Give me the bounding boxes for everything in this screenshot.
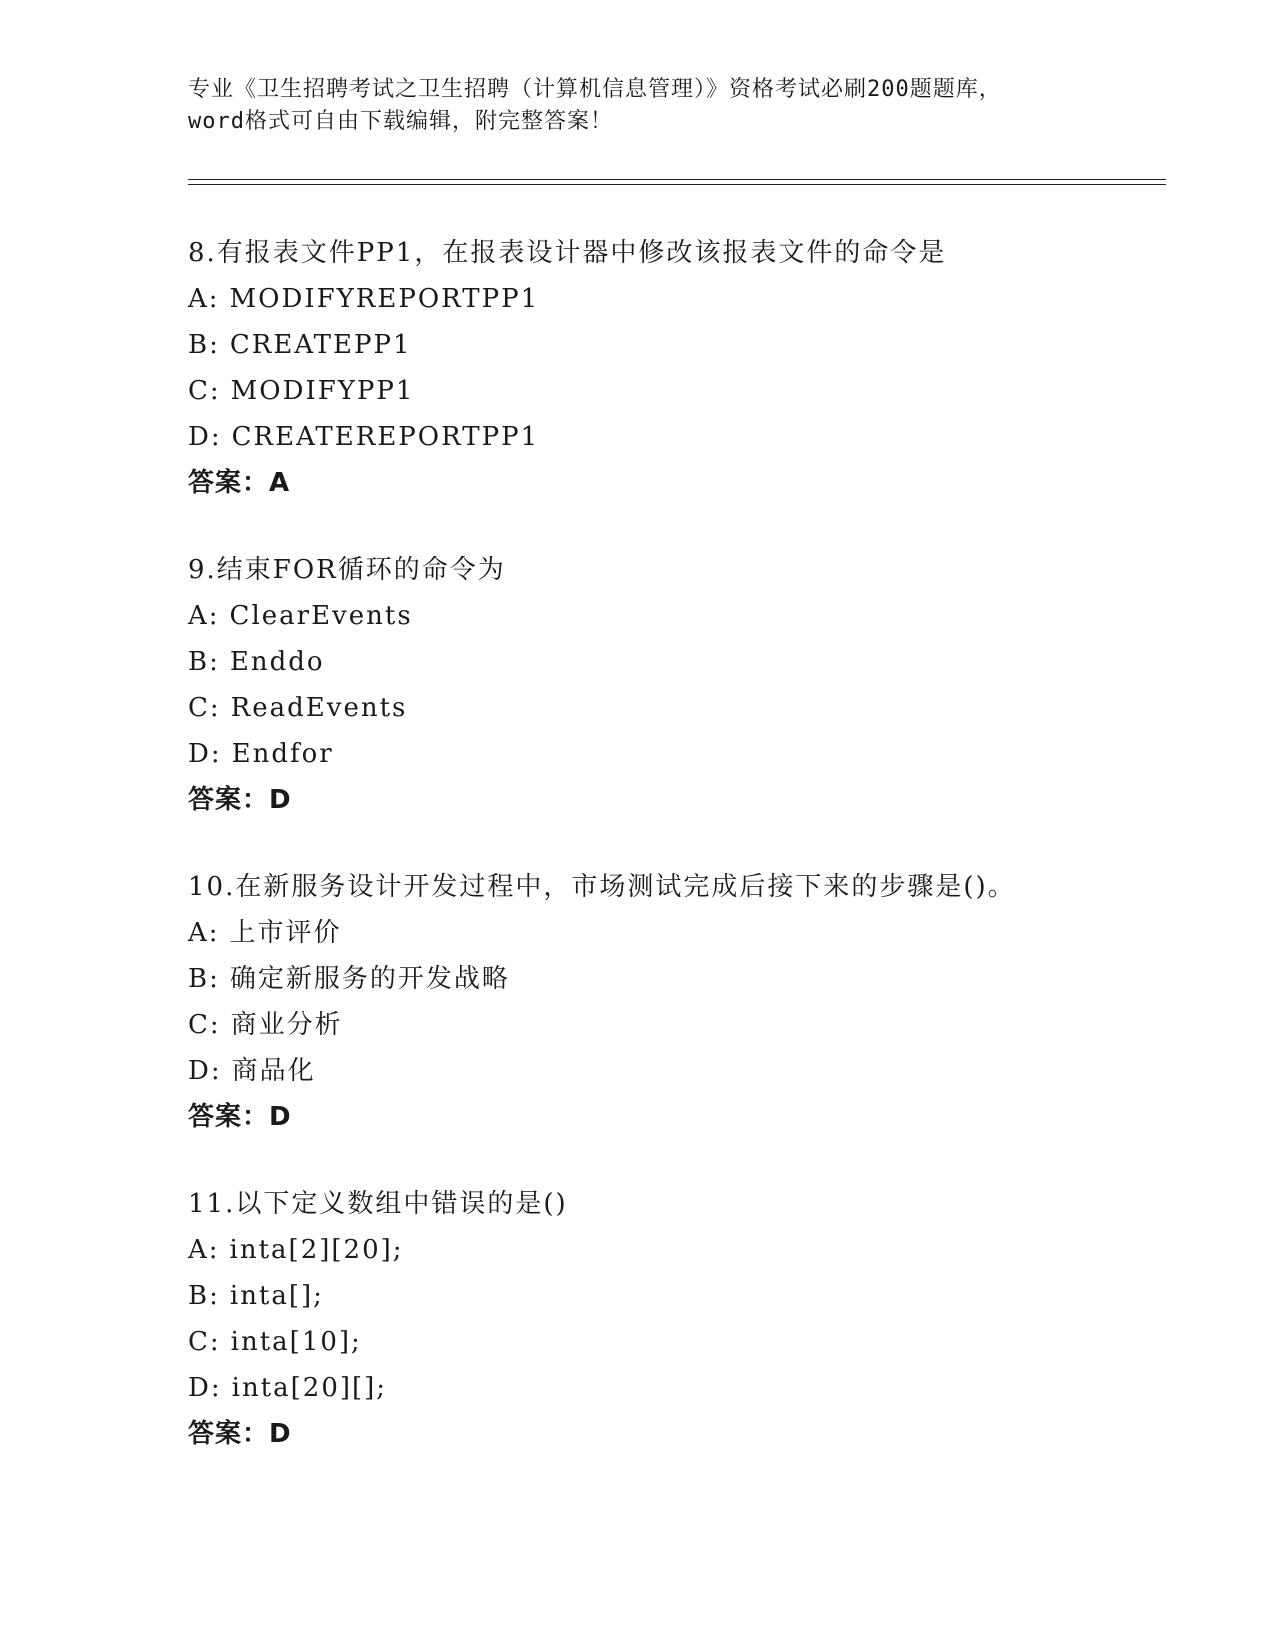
answer: 答案：A [188,468,291,498]
option-a [188,593,1168,639]
question-10 [188,864,1168,1140]
option-c [188,685,1168,731]
option-d [188,1048,1168,1094]
option-text: Endfor [231,739,334,769]
document-header [188,74,1088,138]
option-letter: A [188,1235,209,1265]
option-text: inta[10]; [230,1327,362,1357]
header-divider-bottom [188,184,1166,185]
header-divider-top [188,179,1166,180]
question-8 [188,230,1168,506]
question-title: 9.结束FOR循环的命令为 [188,555,506,585]
option-text: ClearEvents [229,601,413,631]
option-letter: C [188,1327,210,1357]
option-letter: D [188,422,211,452]
option-separator: : [210,1056,222,1086]
option-separator: : [209,1010,221,1040]
answer: 答案：D [188,1419,292,1449]
question-11 [188,1181,1168,1457]
option-a [188,1227,1168,1273]
option-separator: : [210,739,222,769]
option-text: 确定新服务的开发战略 [229,964,510,994]
header-line-1: 专业《卫生招聘考试之卫生招聘（计算机信息管理）》资格考试必刷200题题库， [188,77,1002,102]
option-separator: : [209,376,221,406]
option-letter: D [188,1056,211,1086]
option-a [188,276,1168,322]
question-title: 10.在新服务设计开发过程中，市场测试完成后接下来的步骤是()。 [188,872,1016,902]
header-line-2: word格式可自由下载编辑，附完整答案！ [188,109,613,134]
option-separator: : [208,284,220,314]
option-separator: : [209,1327,221,1357]
question-title: 11.以下定义数组中错误的是() [188,1189,568,1219]
option-letter: A [188,918,209,948]
option-c [188,1319,1168,1365]
option-letter: C [188,376,210,406]
option-b [188,956,1168,1002]
question-9 [188,547,1168,823]
option-letter: B [188,1281,210,1311]
option-d [188,731,1168,777]
option-text: CREATEREPORTPP1 [231,422,540,452]
option-text: CREATEPP1 [229,330,412,360]
option-text: ReadEvents [230,693,408,723]
option-text: 上市评价 [229,918,342,948]
option-separator: : [208,601,220,631]
option-text: 商业分析 [230,1010,343,1040]
option-text: Enddo [229,647,325,677]
option-text: 商品化 [231,1056,316,1086]
option-b [188,322,1168,368]
question-title: 8.有报表文件PP1，在报表设计器中修改该报表文件的命令是 [188,238,947,268]
option-text: MODIFYPP1 [230,376,415,406]
option-text: inta[2][20]; [229,1235,404,1265]
option-text: inta[20][]; [231,1373,388,1403]
option-separator: : [209,330,220,360]
option-letter: B [188,647,210,677]
option-letter: B [188,330,210,360]
option-separator: : [210,422,222,452]
option-letter: B [188,964,210,994]
option-text: MODIFYREPORTPP1 [229,284,540,314]
option-d [188,414,1168,460]
option-letter: A [188,601,209,631]
option-letter: D [188,1373,211,1403]
option-letter: D [188,739,211,769]
option-b [188,639,1168,685]
option-letter: C [188,1010,210,1040]
option-separator: : [209,647,220,677]
option-b [188,1273,1168,1319]
option-separator: : [208,1235,220,1265]
option-c [188,1002,1168,1048]
option-d [188,1365,1168,1411]
answer: 答案：D [188,1102,292,1132]
option-text: inta[]; [229,1281,324,1311]
option-separator: : [208,918,220,948]
answer: 答案：D [188,785,292,815]
option-letter: C [188,693,210,723]
option-letter: A [188,284,209,314]
option-separator: : [209,693,221,723]
option-c [188,368,1168,414]
option-separator: : [209,964,220,994]
option-separator: : [209,1281,220,1311]
option-a [188,910,1168,956]
option-separator: : [210,1373,222,1403]
